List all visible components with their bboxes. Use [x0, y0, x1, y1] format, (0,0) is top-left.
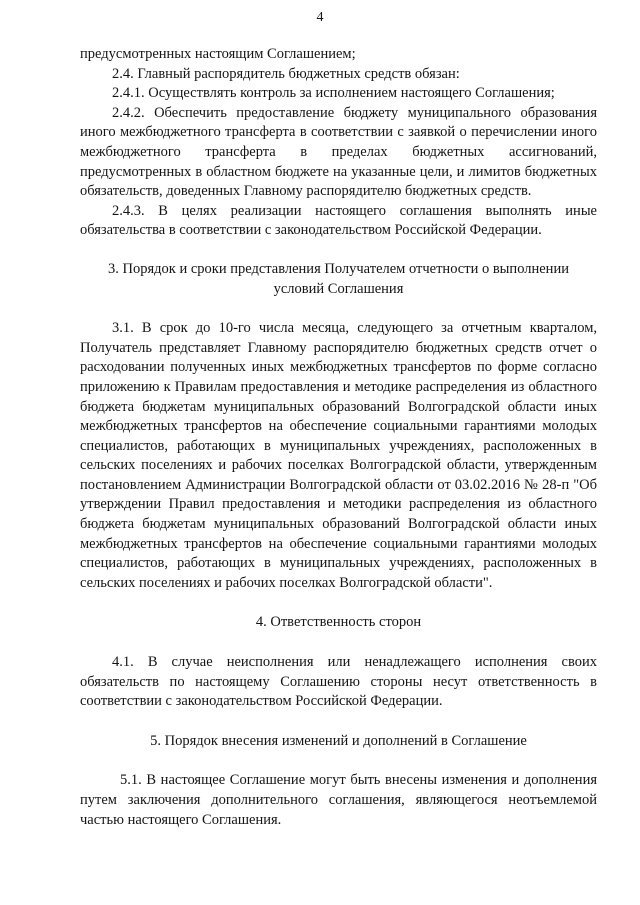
section-3-heading: 3. Порядок и сроки представления Получателем отчетности о выполнении условий Соглашения: [108, 260, 569, 297]
paragraph-4-1: 4.1. В случае неисполнения или ненадлежащего исполнения своих обязательств по настоящему Соглашению стороны несут ответственность в соответствии с законодательством Российской Федерации.: [80, 654, 597, 710]
paragraph-5-1: 5.1. В настоящее Соглашение могут быть внесены изменения и дополнения путем заключения дополнительного соглашения, являющегося неотъемлемой частью настоящего Соглашения.: [80, 772, 597, 828]
document-body: [80, 45, 597, 830]
section-4-heading: 4. Ответственность сторон: [255, 614, 422, 631]
paragraph-continuation: предусмотренных настоящим Соглашением;: [80, 46, 356, 62]
page-number: 4: [316, 10, 324, 25]
paragraph-2-4-1: 2.4.1. Осуществлять контроль за исполнением настоящего Соглашения;: [112, 85, 555, 102]
section-5-heading: 5. Порядок внесения изменений и дополнений в Соглашение: [150, 732, 527, 749]
paragraph-2-4-3: 2.4.3. В целях реализации настоящего соглашения выполнять иные обязательства в соответствии с законодательством Российской Федерации.: [80, 202, 597, 239]
paragraph-2-4: 2.4. Главный распорядитель бюджетных средств обязан:: [112, 65, 460, 82]
paragraph-3-1: 3.1. В срок до 10-го числа месяца, следующего за отчетным кварталом, Получатель представляет Главному распорядителю бюджетных средств отчет о расходовании полученных иных межбюджетных трансфертов по форме согласно приложению к Правилам предоставления и методике распределения из областного бюджета бюджетам муниципальных образований Волгоградской области иных межбюджетных трансфертов на обеспечение социальными гарантиями молодых специалистов, работающих в муниципальных учреждениях, расположенных в сельских поселениях и рабочих поселках Волгоградской области, утвержденным постановлением Администрации Волгоградской области от 03.02.2016 № 28-п "Об утверждении Правил предоставления и методики распределения из областного бюджета бюджетам муниципальных образований Волгоградской области иных межбюджетных трансфертов на обеспечение социальными гарантиями молодых специалистов, работающих в муниципальных учреждениях, расположенных в сельских поселениях и рабочих поселках Волгоградской области".: [80, 320, 597, 591]
paragraph-2-4-2: 2.4.2. Обеспечить предоставление бюджету муниципального образования иного межбюджетного трансферта в соответствии с заявкой о перечислении иного межбюджетного трансферта в пределах бюджетных ассигнований, предусмотренных в областном бюджете на указанные цели, и лимитов бюджетных обязательств, доведенных Главному распорядителю бюджетных средств.: [80, 104, 597, 200]
